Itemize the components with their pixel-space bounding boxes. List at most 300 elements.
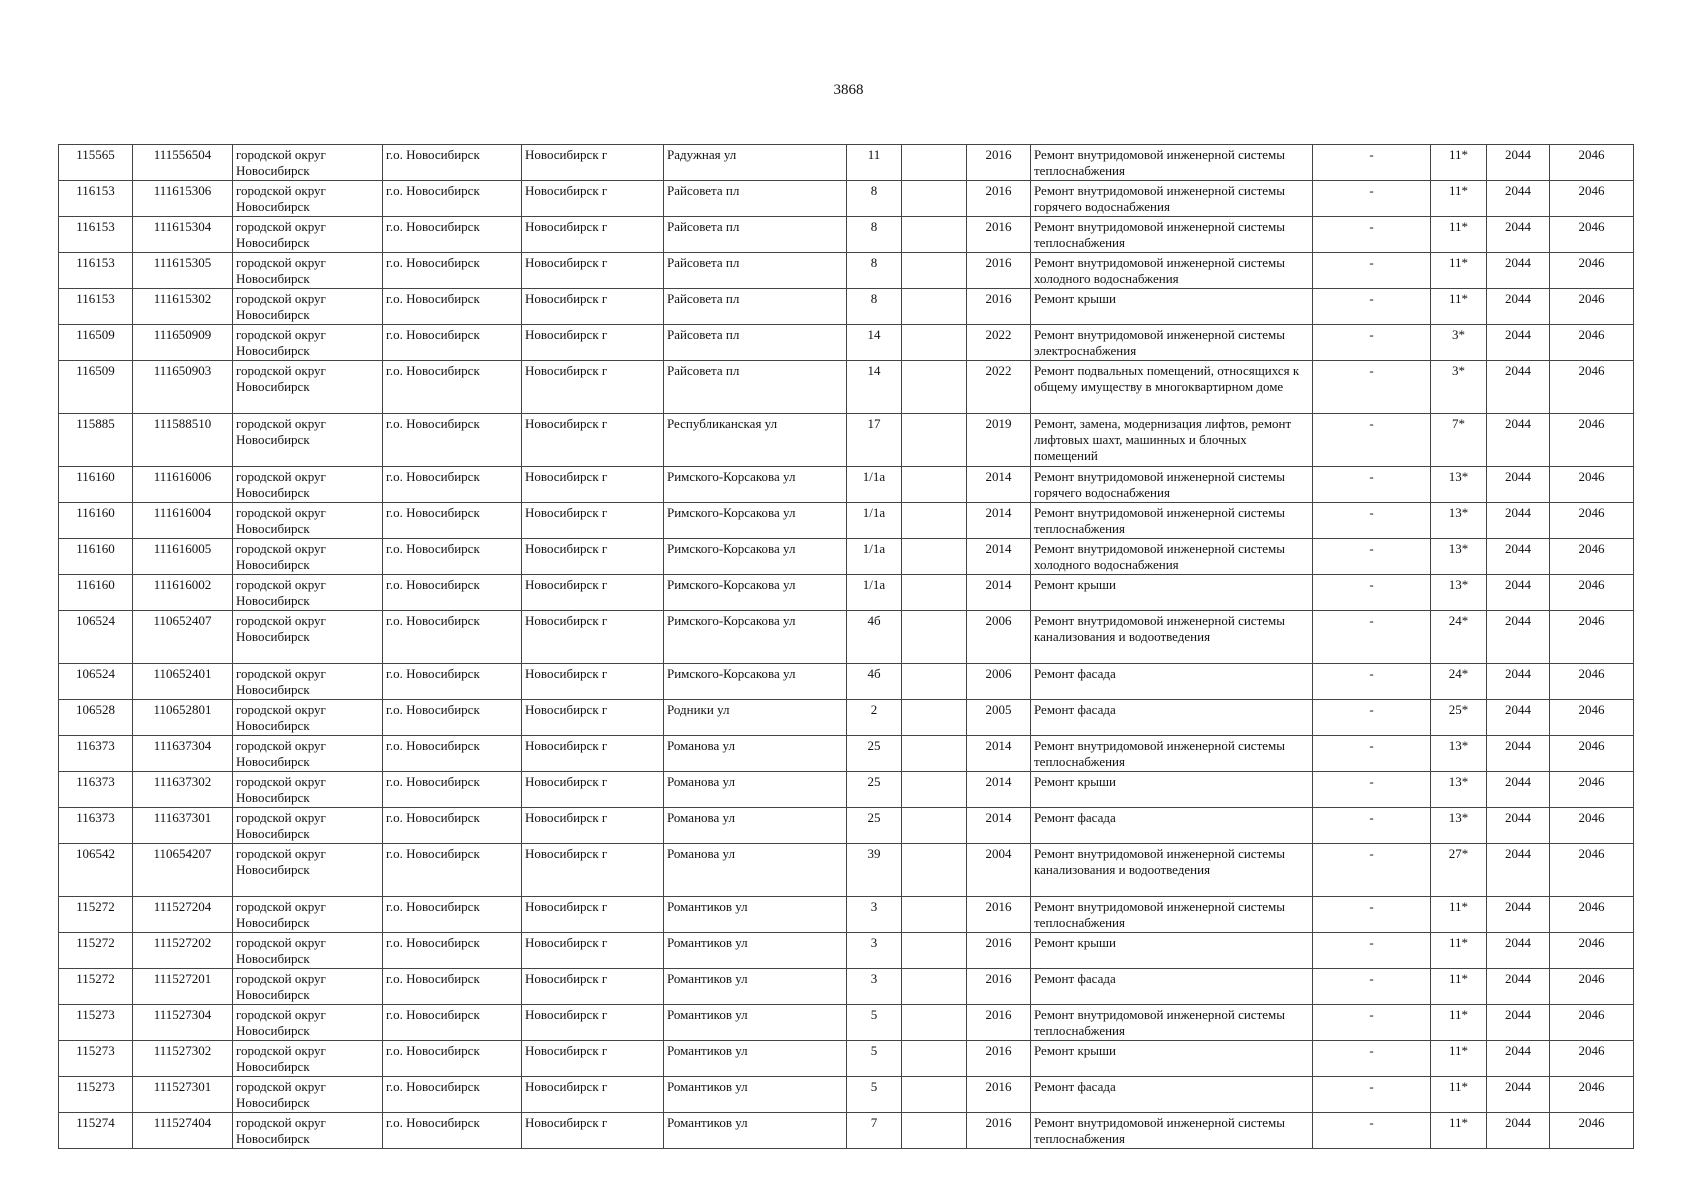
street-cell: Райсовета пл	[664, 181, 847, 217]
settlement-cell: Новосибирск г	[522, 1041, 664, 1077]
year-cell: 2016	[967, 289, 1031, 325]
start-year-cell: 2044	[1487, 933, 1550, 969]
work-type-cell: Ремонт фасада	[1031, 969, 1313, 1005]
house-id-cell: 115272	[59, 897, 133, 933]
period-cell: 11*	[1431, 1077, 1487, 1113]
municipality-cell: городской округ Новосибирск	[233, 575, 383, 611]
start-year-cell: 2044	[1487, 575, 1550, 611]
building-cell	[902, 1005, 967, 1041]
street-cell: Романтиков ул	[664, 1005, 847, 1041]
period-cell: 24*	[1431, 664, 1487, 700]
settlement-cell: Новосибирск г	[522, 736, 664, 772]
house-number-cell: 25	[847, 772, 902, 808]
work-type-cell: Ремонт фасада	[1031, 808, 1313, 844]
work-id-cell: 111615306	[133, 181, 233, 217]
district-cell: г.о. Новосибирск	[383, 736, 522, 772]
work-id-cell: 111527404	[133, 1113, 233, 1149]
work-type-cell: Ремонт внутридомовой инженерной системы теплоснабжения	[1031, 217, 1313, 253]
house-id-cell: 116160	[59, 575, 133, 611]
end-year-cell: 2046	[1550, 611, 1634, 664]
building-cell	[902, 969, 967, 1005]
district-cell: г.о. Новосибирск	[383, 467, 522, 503]
end-year-cell: 2046	[1550, 289, 1634, 325]
period-cell: 11*	[1431, 1113, 1487, 1149]
settlement-cell: Новосибирск г	[522, 575, 664, 611]
municipality-cell: городской округ Новосибирск	[233, 325, 383, 361]
end-year-cell: 2046	[1550, 467, 1634, 503]
settlement-cell: Новосибирск г	[522, 539, 664, 575]
work-id-cell: 111616004	[133, 503, 233, 539]
work-type-cell: Ремонт внутридомовой инженерной системы холодного водоснабжения	[1031, 253, 1313, 289]
district-cell: г.о. Новосибирск	[383, 611, 522, 664]
building-cell	[902, 414, 967, 467]
street-cell: Радужная ул	[664, 145, 847, 181]
district-cell: г.о. Новосибирск	[383, 808, 522, 844]
dash-cell: -	[1313, 772, 1431, 808]
start-year-cell: 2044	[1487, 289, 1550, 325]
settlement-cell: Новосибирск г	[522, 325, 664, 361]
street-cell: Романтиков ул	[664, 933, 847, 969]
house-number-cell: 1/1а	[847, 503, 902, 539]
table-row	[59, 289, 1634, 325]
work-id-cell: 111637302	[133, 772, 233, 808]
dash-cell: -	[1313, 700, 1431, 736]
house-id-cell: 115273	[59, 1077, 133, 1113]
district-cell: г.о. Новосибирск	[383, 969, 522, 1005]
year-cell: 2014	[967, 575, 1031, 611]
settlement-cell: Новосибирск г	[522, 844, 664, 897]
period-cell: 3*	[1431, 361, 1487, 414]
municipality-cell: городской округ Новосибирск	[233, 1041, 383, 1077]
house-id-cell: 106528	[59, 700, 133, 736]
table-row	[59, 664, 1634, 700]
end-year-cell: 2046	[1550, 1005, 1634, 1041]
house-id-cell: 116509	[59, 325, 133, 361]
house-number-cell: 8	[847, 181, 902, 217]
building-cell	[902, 325, 967, 361]
house-number-cell: 5	[847, 1077, 902, 1113]
year-cell: 2014	[967, 808, 1031, 844]
district-cell: г.о. Новосибирск	[383, 253, 522, 289]
start-year-cell: 2044	[1487, 897, 1550, 933]
year-cell: 2016	[967, 1041, 1031, 1077]
end-year-cell: 2046	[1550, 664, 1634, 700]
end-year-cell: 2046	[1550, 253, 1634, 289]
work-id-cell: 110654207	[133, 844, 233, 897]
district-cell: г.о. Новосибирск	[383, 1005, 522, 1041]
building-cell	[902, 772, 967, 808]
dash-cell: -	[1313, 414, 1431, 467]
street-cell: Романтиков ул	[664, 1041, 847, 1077]
work-type-cell: Ремонт внутридомовой инженерной системы теплоснабжения	[1031, 1113, 1313, 1149]
dash-cell: -	[1313, 539, 1431, 575]
start-year-cell: 2044	[1487, 1077, 1550, 1113]
table-row	[59, 217, 1634, 253]
start-year-cell: 2044	[1487, 969, 1550, 1005]
start-year-cell: 2044	[1487, 217, 1550, 253]
dash-cell: -	[1313, 289, 1431, 325]
district-cell: г.о. Новосибирск	[383, 772, 522, 808]
street-cell: Римского-Корсакова ул	[664, 539, 847, 575]
settlement-cell: Новосибирск г	[522, 969, 664, 1005]
year-cell: 2005	[967, 700, 1031, 736]
year-cell: 2016	[967, 933, 1031, 969]
street-cell: Римского-Корсакова ул	[664, 575, 847, 611]
period-cell: 13*	[1431, 539, 1487, 575]
settlement-cell: Новосибирск г	[522, 611, 664, 664]
house-number-cell: 14	[847, 361, 902, 414]
start-year-cell: 2044	[1487, 1041, 1550, 1077]
table-row	[59, 361, 1634, 414]
municipality-cell: городской округ Новосибирск	[233, 253, 383, 289]
start-year-cell: 2044	[1487, 736, 1550, 772]
settlement-cell: Новосибирск г	[522, 1077, 664, 1113]
street-cell: Романова ул	[664, 844, 847, 897]
year-cell: 2016	[967, 253, 1031, 289]
settlement-cell: Новосибирск г	[522, 503, 664, 539]
street-cell: Райсовета пл	[664, 361, 847, 414]
dash-cell: -	[1313, 145, 1431, 181]
settlement-cell: Новосибирск г	[522, 808, 664, 844]
dash-cell: -	[1313, 933, 1431, 969]
table-row	[59, 467, 1634, 503]
work-id-cell: 111527302	[133, 1041, 233, 1077]
work-type-cell: Ремонт крыши	[1031, 933, 1313, 969]
municipality-cell: городской округ Новосибирск	[233, 933, 383, 969]
dash-cell: -	[1313, 361, 1431, 414]
end-year-cell: 2046	[1550, 1113, 1634, 1149]
house-number-cell: 5	[847, 1005, 902, 1041]
settlement-cell: Новосибирск г	[522, 1113, 664, 1149]
district-cell: г.о. Новосибирск	[383, 503, 522, 539]
start-year-cell: 2044	[1487, 664, 1550, 700]
dash-cell: -	[1313, 611, 1431, 664]
street-cell: Родники ул	[664, 700, 847, 736]
table-row	[59, 253, 1634, 289]
end-year-cell: 2046	[1550, 844, 1634, 897]
dash-cell: -	[1313, 575, 1431, 611]
year-cell: 2016	[967, 1113, 1031, 1149]
period-cell: 24*	[1431, 611, 1487, 664]
table-row	[59, 325, 1634, 361]
year-cell: 2016	[967, 1077, 1031, 1113]
dash-cell: -	[1313, 808, 1431, 844]
work-id-cell: 111616005	[133, 539, 233, 575]
building-cell	[902, 539, 967, 575]
district-cell: г.о. Новосибирск	[383, 217, 522, 253]
house-id-cell: 116153	[59, 217, 133, 253]
work-type-cell: Ремонт крыши	[1031, 575, 1313, 611]
work-type-cell: Ремонт внутридомовой инженерной системы теплоснабжения	[1031, 736, 1313, 772]
house-id-cell: 115565	[59, 145, 133, 181]
house-number-cell: 17	[847, 414, 902, 467]
end-year-cell: 2046	[1550, 1077, 1634, 1113]
municipality-cell: городской округ Новосибирск	[233, 1077, 383, 1113]
house-id-cell: 115885	[59, 414, 133, 467]
dash-cell: -	[1313, 325, 1431, 361]
work-id-cell: 111527204	[133, 897, 233, 933]
end-year-cell: 2046	[1550, 575, 1634, 611]
municipality-cell: городской округ Новосибирск	[233, 181, 383, 217]
street-cell: Романтиков ул	[664, 969, 847, 1005]
building-cell	[902, 503, 967, 539]
period-cell: 25*	[1431, 700, 1487, 736]
house-id-cell: 115272	[59, 969, 133, 1005]
district-cell: г.о. Новосибирск	[383, 325, 522, 361]
municipality-cell: городской округ Новосибирск	[233, 897, 383, 933]
house-id-cell: 115273	[59, 1005, 133, 1041]
district-cell: г.о. Новосибирск	[383, 1113, 522, 1149]
building-cell	[902, 575, 967, 611]
end-year-cell: 2046	[1550, 969, 1634, 1005]
work-type-cell: Ремонт внутридомовой инженерной системы канализования и водоотведения	[1031, 611, 1313, 664]
work-type-cell: Ремонт внутридомовой инженерной системы теплоснабжения	[1031, 145, 1313, 181]
work-type-cell: Ремонт внутридомовой инженерной системы теплоснабжения	[1031, 1005, 1313, 1041]
district-cell: г.о. Новосибирск	[383, 414, 522, 467]
work-id-cell: 111556504	[133, 145, 233, 181]
period-cell: 27*	[1431, 844, 1487, 897]
year-cell: 2014	[967, 772, 1031, 808]
end-year-cell: 2046	[1550, 700, 1634, 736]
work-id-cell: 111637304	[133, 736, 233, 772]
house-number-cell: 1/1а	[847, 467, 902, 503]
end-year-cell: 2046	[1550, 736, 1634, 772]
table-row	[59, 808, 1634, 844]
start-year-cell: 2044	[1487, 611, 1550, 664]
settlement-cell: Новосибирск г	[522, 145, 664, 181]
start-year-cell: 2044	[1487, 772, 1550, 808]
start-year-cell: 2044	[1487, 181, 1550, 217]
work-id-cell: 111588510	[133, 414, 233, 467]
municipality-cell: городской округ Новосибирск	[233, 969, 383, 1005]
work-id-cell: 111527301	[133, 1077, 233, 1113]
district-cell: г.о. Новосибирск	[383, 664, 522, 700]
period-cell: 3*	[1431, 325, 1487, 361]
period-cell: 11*	[1431, 1005, 1487, 1041]
street-cell: Романтиков ул	[664, 897, 847, 933]
period-cell: 11*	[1431, 217, 1487, 253]
house-number-cell: 11	[847, 145, 902, 181]
dash-cell: -	[1313, 181, 1431, 217]
table-row	[59, 1041, 1634, 1077]
building-cell	[902, 700, 967, 736]
building-cell	[902, 145, 967, 181]
district-cell: г.о. Новосибирск	[383, 700, 522, 736]
work-type-cell: Ремонт крыши	[1031, 289, 1313, 325]
street-cell: Райсовета пл	[664, 325, 847, 361]
dash-cell: -	[1313, 1113, 1431, 1149]
table-row	[59, 181, 1634, 217]
building-cell	[902, 933, 967, 969]
start-year-cell: 2044	[1487, 325, 1550, 361]
building-cell	[902, 897, 967, 933]
period-cell: 11*	[1431, 969, 1487, 1005]
municipality-cell: городской округ Новосибирск	[233, 217, 383, 253]
table-row	[59, 844, 1634, 897]
settlement-cell: Новосибирск г	[522, 217, 664, 253]
work-id-cell: 111650903	[133, 361, 233, 414]
settlement-cell: Новосибирск г	[522, 897, 664, 933]
end-year-cell: 2046	[1550, 217, 1634, 253]
work-id-cell: 111615305	[133, 253, 233, 289]
building-cell	[902, 1041, 967, 1077]
year-cell: 2016	[967, 1005, 1031, 1041]
table-row	[59, 1077, 1634, 1113]
year-cell: 2004	[967, 844, 1031, 897]
street-cell: Римского-Корсакова ул	[664, 611, 847, 664]
table-row	[59, 1005, 1634, 1041]
building-cell	[902, 808, 967, 844]
municipality-cell: городской округ Новосибирск	[233, 467, 383, 503]
work-type-cell: Ремонт крыши	[1031, 772, 1313, 808]
table-row	[59, 611, 1634, 664]
street-cell: Райсовета пл	[664, 253, 847, 289]
building-cell	[902, 1077, 967, 1113]
municipality-cell: городской округ Новосибирск	[233, 145, 383, 181]
house-id-cell: 116373	[59, 736, 133, 772]
district-cell: г.о. Новосибирск	[383, 575, 522, 611]
work-type-cell: Ремонт крыши	[1031, 1041, 1313, 1077]
street-cell: Римского-Корсакова ул	[664, 503, 847, 539]
building-cell	[902, 181, 967, 217]
municipality-cell: городской округ Новосибирск	[233, 736, 383, 772]
period-cell: 13*	[1431, 808, 1487, 844]
building-cell	[902, 217, 967, 253]
house-number-cell: 7	[847, 1113, 902, 1149]
year-cell: 2016	[967, 217, 1031, 253]
municipality-cell: городской округ Новосибирск	[233, 700, 383, 736]
end-year-cell: 2046	[1550, 897, 1634, 933]
settlement-cell: Новосибирск г	[522, 933, 664, 969]
house-id-cell: 116160	[59, 467, 133, 503]
period-cell: 7*	[1431, 414, 1487, 467]
house-number-cell: 39	[847, 844, 902, 897]
end-year-cell: 2046	[1550, 933, 1634, 969]
end-year-cell: 2046	[1550, 181, 1634, 217]
start-year-cell: 2044	[1487, 253, 1550, 289]
house-id-cell: 116373	[59, 772, 133, 808]
table-row	[59, 933, 1634, 969]
district-cell: г.о. Новосибирск	[383, 539, 522, 575]
period-cell: 11*	[1431, 181, 1487, 217]
period-cell: 11*	[1431, 145, 1487, 181]
district-cell: г.о. Новосибирск	[383, 1041, 522, 1077]
work-type-cell: Ремонт подвальных помещений, относящихся к общему имуществу в многоквартирном доме	[1031, 361, 1313, 414]
house-number-cell: 1/1а	[847, 575, 902, 611]
work-type-cell: Ремонт внутридомовой инженерной системы горячего водоснабжения	[1031, 467, 1313, 503]
table-row	[59, 414, 1634, 467]
house-id-cell: 116509	[59, 361, 133, 414]
table-row	[59, 145, 1634, 181]
year-cell: 2006	[967, 611, 1031, 664]
settlement-cell: Новосибирск г	[522, 664, 664, 700]
dash-cell: -	[1313, 253, 1431, 289]
street-cell: Романтиков ул	[664, 1077, 847, 1113]
end-year-cell: 2046	[1550, 361, 1634, 414]
work-id-cell: 111616002	[133, 575, 233, 611]
start-year-cell: 2044	[1487, 503, 1550, 539]
municipality-cell: городской округ Новосибирск	[233, 289, 383, 325]
dash-cell: -	[1313, 1041, 1431, 1077]
house-number-cell: 25	[847, 808, 902, 844]
end-year-cell: 2046	[1550, 1041, 1634, 1077]
start-year-cell: 2044	[1487, 467, 1550, 503]
municipality-cell: городской округ Новосибирск	[233, 772, 383, 808]
period-cell: 13*	[1431, 575, 1487, 611]
start-year-cell: 2044	[1487, 844, 1550, 897]
work-type-cell: Ремонт внутридомовой инженерной системы горячего водоснабжения	[1031, 181, 1313, 217]
settlement-cell: Новосибирск г	[522, 772, 664, 808]
building-cell	[902, 664, 967, 700]
end-year-cell: 2046	[1550, 539, 1634, 575]
table-row	[59, 772, 1634, 808]
dash-cell: -	[1313, 1005, 1431, 1041]
street-cell: Романова ул	[664, 808, 847, 844]
year-cell: 2014	[967, 503, 1031, 539]
house-number-cell: 3	[847, 933, 902, 969]
start-year-cell: 2044	[1487, 145, 1550, 181]
year-cell: 2022	[967, 325, 1031, 361]
work-type-cell: Ремонт фасада	[1031, 664, 1313, 700]
house-number-cell: 14	[847, 325, 902, 361]
page-number: 3868	[833, 82, 864, 98]
start-year-cell: 2044	[1487, 414, 1550, 467]
work-id-cell: 111637301	[133, 808, 233, 844]
work-type-cell: Ремонт фасада	[1031, 700, 1313, 736]
period-cell: 13*	[1431, 503, 1487, 539]
table-row	[59, 1113, 1634, 1149]
dash-cell: -	[1313, 664, 1431, 700]
house-number-cell: 5	[847, 1041, 902, 1077]
house-number-cell: 25	[847, 736, 902, 772]
table-row	[59, 736, 1634, 772]
start-year-cell: 2044	[1487, 361, 1550, 414]
work-type-cell: Ремонт внутридомовой инженерной системы канализования и водоотведения	[1031, 844, 1313, 897]
year-cell: 2016	[967, 969, 1031, 1005]
work-type-cell: Ремонт внутридомовой инженерной системы теплоснабжения	[1031, 897, 1313, 933]
house-id-cell: 106542	[59, 844, 133, 897]
dash-cell: -	[1313, 1077, 1431, 1113]
house-id-cell: 115273	[59, 1041, 133, 1077]
building-cell	[902, 289, 967, 325]
house-id-cell: 116153	[59, 181, 133, 217]
house-number-cell: 1/1а	[847, 539, 902, 575]
house-number-cell: 4б	[847, 664, 902, 700]
work-type-cell: Ремонт фасада	[1031, 1077, 1313, 1113]
municipality-cell: городской округ Новосибирск	[233, 1005, 383, 1041]
period-cell: 11*	[1431, 253, 1487, 289]
building-cell	[902, 611, 967, 664]
house-number-cell: 4б	[847, 611, 902, 664]
house-id-cell: 116153	[59, 253, 133, 289]
municipality-cell: городской округ Новосибирск	[233, 664, 383, 700]
table-row	[59, 897, 1634, 933]
district-cell: г.о. Новосибирск	[383, 1077, 522, 1113]
table-row	[59, 700, 1634, 736]
settlement-cell: Новосибирск г	[522, 361, 664, 414]
house-id-cell: 115272	[59, 933, 133, 969]
table-row	[59, 575, 1634, 611]
house-id-cell: 116153	[59, 289, 133, 325]
district-cell: г.о. Новосибирск	[383, 933, 522, 969]
house-number-cell: 2	[847, 700, 902, 736]
period-cell: 13*	[1431, 736, 1487, 772]
building-cell	[902, 844, 967, 897]
street-cell: Романтиков ул	[664, 1113, 847, 1149]
year-cell: 2006	[967, 664, 1031, 700]
municipality-cell: городской округ Новосибирск	[233, 414, 383, 467]
period-cell: 11*	[1431, 1041, 1487, 1077]
